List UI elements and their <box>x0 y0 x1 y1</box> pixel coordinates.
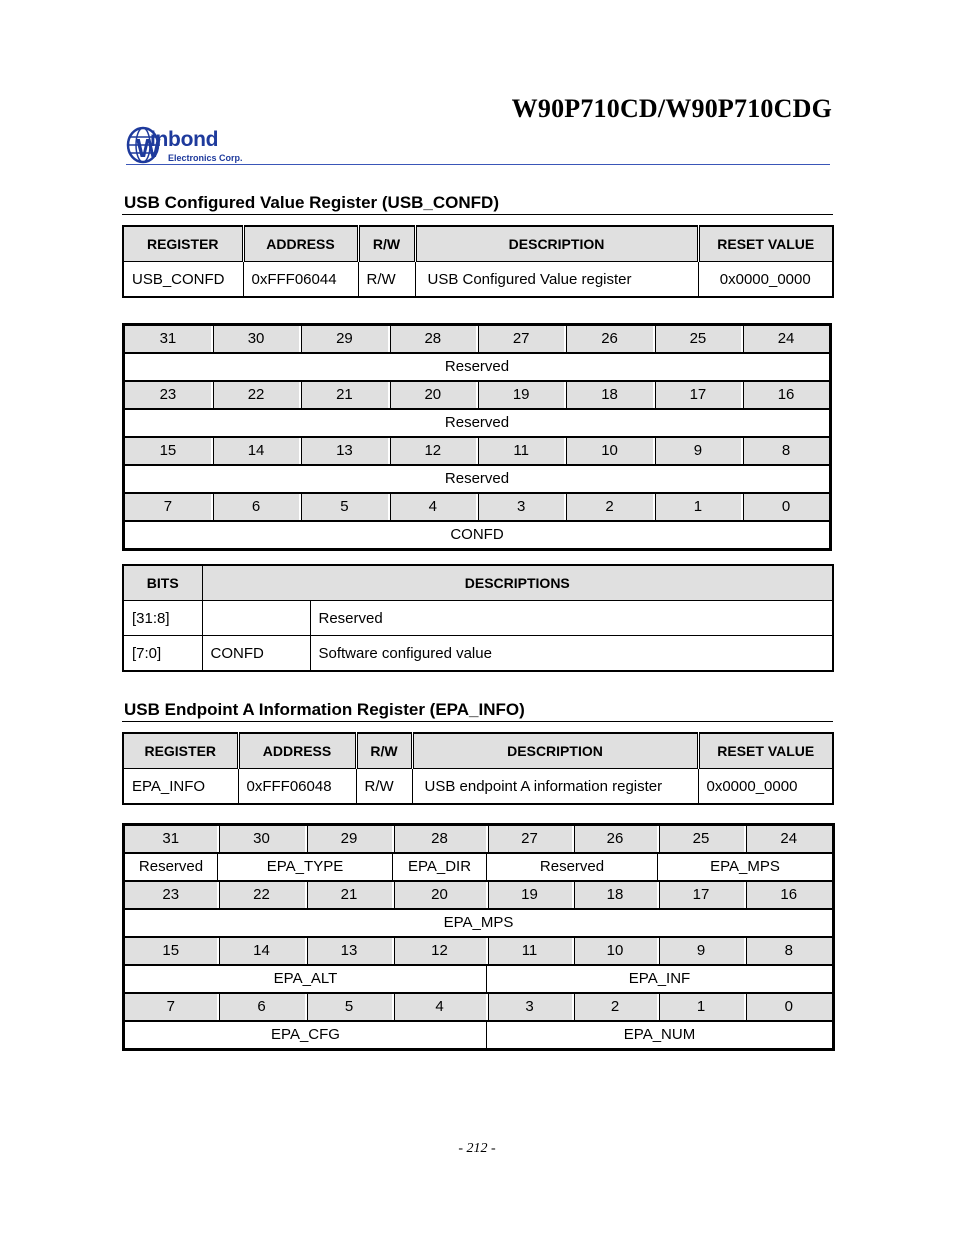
bit-number: 9 <box>654 437 742 465</box>
bit-number: 21 <box>306 881 393 909</box>
header-rule <box>126 164 830 165</box>
bit-field: Reserved <box>124 353 831 381</box>
field-name <box>202 601 310 636</box>
bit-number: 15 <box>124 437 212 465</box>
bit-number: 13 <box>300 437 388 465</box>
field-description: Software configured value <box>310 636 833 672</box>
register-reset-value: 0x0000_0000 <box>698 262 833 298</box>
bit-number-row <box>124 381 831 409</box>
bit-field: EPA_CFG <box>124 1021 487 1050</box>
bit-description-table-usb-confd <box>122 564 834 672</box>
bit-number: 11 <box>477 437 565 465</box>
bit-field-row <box>124 353 831 381</box>
bit-field-row <box>124 465 831 493</box>
bit-number-row <box>124 881 834 909</box>
bit-number: 24 <box>745 825 834 854</box>
bit-number: 5 <box>306 993 393 1021</box>
bit-number: 24 <box>742 325 830 354</box>
bit-number: 1 <box>654 493 742 521</box>
bit-number: 20 <box>389 381 477 409</box>
bit-number: 4 <box>393 993 487 1021</box>
bit-number: 5 <box>300 493 388 521</box>
bit-number-row <box>124 437 831 465</box>
bit-field-table-usb-confd <box>122 323 832 551</box>
bit-number: 0 <box>742 493 830 521</box>
bit-number: 29 <box>300 325 388 354</box>
bit-number: 6 <box>212 493 300 521</box>
table-header-row <box>123 226 833 262</box>
bit-number: 11 <box>487 937 573 965</box>
section-rule <box>122 214 833 215</box>
bit-number: 26 <box>573 825 658 854</box>
register-name: USB_CONFD <box>123 262 243 298</box>
bit-number-row <box>124 325 831 354</box>
header-cell: RESET VALUE <box>698 226 833 262</box>
header-cell: ADDRESS <box>243 226 358 262</box>
bit-number: 14 <box>212 437 300 465</box>
header-cell: DESCRIPTION <box>412 733 698 769</box>
bit-number: 14 <box>218 937 306 965</box>
logo-subtitle: Electronics Corp. <box>168 153 243 163</box>
bit-number: 8 <box>742 437 830 465</box>
bit-number: 16 <box>742 381 830 409</box>
bit-number: 20 <box>393 881 487 909</box>
bit-number: 22 <box>218 881 306 909</box>
table-row <box>123 262 833 298</box>
bit-number: 26 <box>565 325 653 354</box>
bit-field-row <box>124 965 834 993</box>
register-address: 0xFFF06048 <box>238 769 356 805</box>
bits-range: [31:8] <box>123 601 202 636</box>
bit-number: 28 <box>389 325 477 354</box>
header-cell: R/W <box>358 226 415 262</box>
bit-field: EPA_DIR <box>393 853 487 881</box>
table-row <box>123 636 833 672</box>
bit-number: 3 <box>477 493 565 521</box>
bit-number: 27 <box>487 825 573 854</box>
bit-field-table-epa-info <box>122 823 835 1051</box>
bit-number-row <box>124 993 834 1021</box>
page-number: - 212 - <box>458 1141 496 1156</box>
register-description: USB endpoint A information register <box>412 769 698 805</box>
bit-field: EPA_NUM <box>487 1021 834 1050</box>
bit-number: 16 <box>745 881 834 909</box>
header-cell: REGISTER <box>123 733 238 769</box>
bit-field: CONFD <box>124 521 831 550</box>
bit-number: 13 <box>306 937 393 965</box>
bit-number: 25 <box>654 325 742 354</box>
section-title-usb-confd: USB Configured Value Register (USB_CONFD) <box>124 193 499 212</box>
bit-field: Reserved <box>124 409 831 437</box>
bit-field: EPA_TYPE <box>218 853 393 881</box>
bit-number-row <box>124 825 834 854</box>
register-description: USB Configured Value register <box>415 262 698 298</box>
table-row <box>123 769 833 805</box>
table-header-row <box>123 565 833 601</box>
bit-field-row <box>124 409 831 437</box>
bit-number: 21 <box>300 381 388 409</box>
bit-number: 17 <box>658 881 745 909</box>
table-row <box>123 601 833 636</box>
bit-number: 3 <box>487 993 573 1021</box>
bit-number: 6 <box>218 993 306 1021</box>
header-cell: DESCRIPTIONS <box>202 565 833 601</box>
bit-number: 18 <box>573 881 658 909</box>
logo-wordmark: inbond <box>150 128 219 151</box>
header-cell: REGISTER <box>123 226 243 262</box>
bit-number: 19 <box>477 381 565 409</box>
bit-number: 0 <box>745 993 834 1021</box>
bit-number: 28 <box>393 825 487 854</box>
bit-field-row <box>124 909 834 937</box>
bit-number: 12 <box>389 437 477 465</box>
bit-field-row <box>124 853 834 881</box>
bit-field: Reserved <box>124 853 218 881</box>
section-title-epa-info: USB Endpoint A Information Register (EPA_INFO) <box>124 700 525 719</box>
bit-number: 23 <box>124 381 212 409</box>
bit-number: 29 <box>306 825 393 854</box>
register-reset-value: 0x0000_0000 <box>698 769 833 805</box>
bit-field: EPA_INF <box>487 965 834 993</box>
register-info-table-usb-confd <box>122 225 834 298</box>
bit-field-row <box>124 521 831 550</box>
bit-number: 8 <box>745 937 834 965</box>
bit-number: 4 <box>389 493 477 521</box>
bit-number: 19 <box>487 881 573 909</box>
bit-number: 18 <box>565 381 653 409</box>
bit-number: 7 <box>124 993 218 1021</box>
bits-range: [7:0] <box>123 636 202 672</box>
bit-number: 15 <box>124 937 218 965</box>
bit-number: 31 <box>124 825 218 854</box>
winbond-logo <box>126 125 251 167</box>
field-name: CONFD <box>202 636 310 672</box>
bit-number: 9 <box>658 937 745 965</box>
register-address: 0xFFF06044 <box>243 262 358 298</box>
header-cell: RESET VALUE <box>698 733 833 769</box>
bit-number: 30 <box>218 825 306 854</box>
header-cell: DESCRIPTION <box>415 226 698 262</box>
bit-number: 22 <box>212 381 300 409</box>
field-description: Reserved <box>310 601 833 636</box>
bit-field: Reserved <box>487 853 658 881</box>
register-rw: R/W <box>358 262 415 298</box>
bit-number: 10 <box>565 437 653 465</box>
bit-number: 17 <box>654 381 742 409</box>
bit-number: 7 <box>124 493 212 521</box>
section-rule <box>122 721 833 722</box>
bit-field: EPA_MPS <box>658 853 834 881</box>
bit-number: 2 <box>573 993 658 1021</box>
register-name: EPA_INFO <box>123 769 238 805</box>
bit-number: 27 <box>477 325 565 354</box>
register-rw: R/W <box>356 769 412 805</box>
bit-number: 2 <box>565 493 653 521</box>
bit-number: 23 <box>124 881 218 909</box>
bit-number: 1 <box>658 993 745 1021</box>
bit-field-row <box>124 1021 834 1050</box>
header-cell: R/W <box>356 733 412 769</box>
header-cell: BITS <box>123 565 202 601</box>
bit-field: EPA_MPS <box>124 909 834 937</box>
bit-number: 25 <box>658 825 745 854</box>
bit-number-row <box>124 493 831 521</box>
bit-field: Reserved <box>124 465 831 493</box>
header-cell: ADDRESS <box>238 733 356 769</box>
bit-number: 10 <box>573 937 658 965</box>
register-info-table-epa-info <box>122 732 834 805</box>
bit-number-row <box>124 937 834 965</box>
bit-field: EPA_ALT <box>124 965 487 993</box>
bit-number: 12 <box>393 937 487 965</box>
bit-number: 30 <box>212 325 300 354</box>
document-title: W90P710CD/W90P710CDG <box>511 94 832 123</box>
table-header-row <box>123 733 833 769</box>
bit-number: 31 <box>124 325 212 354</box>
svg-text:W: W <box>136 133 161 163</box>
